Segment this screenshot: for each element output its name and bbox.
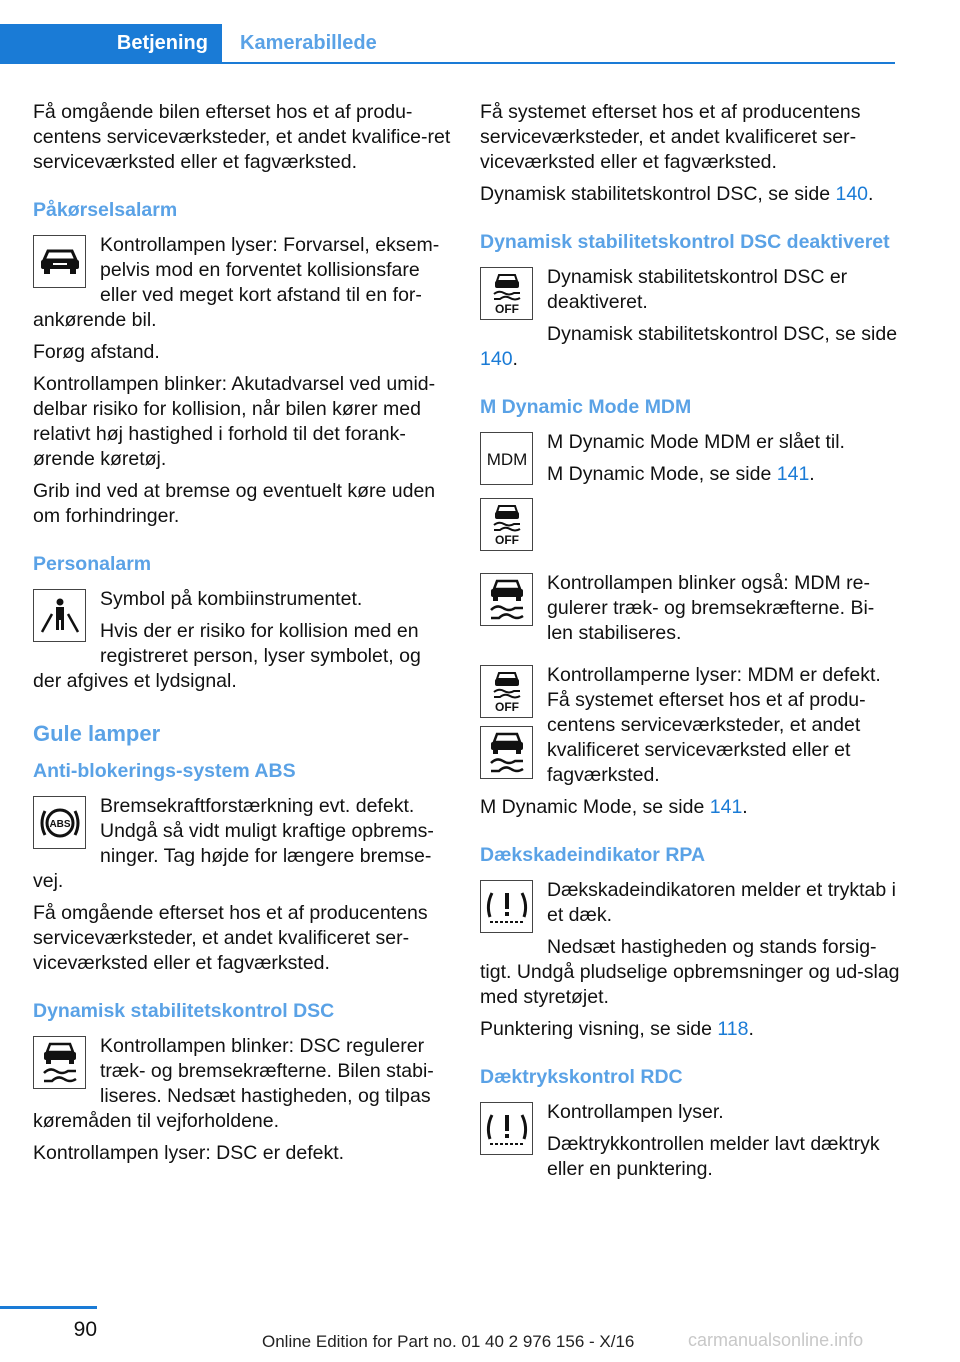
dsc-icon	[33, 1036, 86, 1089]
page-link-140[interactable]: 140	[480, 348, 513, 370]
tire-warning-icon	[480, 1102, 533, 1155]
paragraph: Grib ind ved at bremse og eventuelt køre uden om forhindringer.	[33, 480, 436, 527]
left-column	[33, 100, 453, 1173]
off-label: OFF	[494, 301, 519, 316]
car-front-icon	[33, 235, 86, 288]
off-label: OFF	[494, 532, 519, 547]
mdm-label: MDM	[486, 449, 527, 469]
paragraph: Kontrollampen lyser: Forvarsel, eksem-pelvis mod en forventet kollisionsfare eller ved meget kort afstand til en for-ankørende bil.	[33, 234, 440, 331]
paragraph: Kontrollamperne lyser: MDM er defekt. Få systemet efterset hos et af produ-centens serviceværksteder, et andet kvalificeret serviceværksted eller et fagværksted.	[547, 664, 881, 786]
paragraph	[480, 1017, 900, 1042]
ref-end: .	[868, 183, 874, 205]
section-title-dsc-off: Dynamisk stabilitetskontrol DSC deaktiveret	[480, 231, 890, 253]
paragraph: Nedsæt hastigheden og stands forsig-tigt. Undgå pludselige opbremsninger og ud-slag med styretøjet.	[480, 936, 900, 1008]
ref-end: .	[512, 348, 518, 370]
section-title-person-warning: Personalarm	[33, 553, 152, 575]
watermark: carmanualsonline.info	[688, 1330, 864, 1350]
paragraph: Kontrollampen blinker: Akutadvarsel ved umid-delbar risiko for kollision, når bilen kører med relativt høj hastighed i forhold til det forank-ørende køretøj.	[33, 373, 436, 470]
paragraph	[480, 462, 900, 487]
ref-text: M Dynamic Mode, se side	[547, 463, 777, 485]
section-title-dsc: Dynamisk stabilitetskontrol DSC	[33, 1000, 335, 1022]
right-column	[480, 100, 900, 1189]
paragraph	[480, 322, 900, 372]
paragraph: Kontrollampen lyser: DSC er defekt.	[33, 1142, 345, 1164]
tab-betjening[interactable]: Betjening	[0, 24, 222, 62]
page-link-141[interactable]: 141	[709, 796, 743, 818]
mdm-icon	[480, 432, 533, 485]
ref-end: .	[748, 1018, 754, 1040]
ref-text: Dynamisk stabilitetskontrol DSC, se side	[547, 323, 898, 345]
section-title-collision-warning: Påkørselsalarm	[33, 199, 178, 221]
off-label: OFF	[494, 699, 519, 714]
paragraph: Kontrollampen lyser.	[547, 1101, 724, 1123]
paragraph: Symbol på kombiinstrumentet.	[100, 588, 363, 610]
paragraph: Dynamisk stabilitetskontrol DSC er deaktiveret.	[547, 266, 848, 313]
pedestrian-icon	[33, 589, 86, 642]
ref-text: Punktering visning, se side	[480, 1018, 718, 1040]
paragraph: Bremsekraftforstærkning evt. defekt. Undgå så vidt muligt kraftige opbrems-ninger. Tag højde for længere bremse-vej.	[33, 795, 434, 892]
ref-text: M Dynamic Mode, se side	[480, 796, 710, 818]
paragraph: Få omgående efterset hos et af producentens serviceværksteder, et andet kvalificeret ser-viceværksted eller et fagværksted.	[33, 902, 428, 974]
mdm-defect-icons	[480, 663, 533, 779]
paragraph	[480, 182, 900, 207]
dsc-icon	[480, 573, 533, 626]
dsc-off-icon	[480, 498, 533, 551]
dsc-off-icon	[480, 665, 533, 718]
ref-end: .	[742, 796, 748, 818]
paragraph: Få systemet efterset hos et af producentens serviceværksteder, et andet kvalificeret ser-viceværksted eller et fagværksted.	[480, 101, 861, 173]
paragraph: Få omgående bilen efterset hos et af produ-centens serviceværksteder, et andet kvalifice-ret serviceværksted eller et fagværksted.	[33, 101, 451, 173]
page-number: 90	[73, 1318, 97, 1341]
edition-text: Online Edition for Part no. 01 40 2 976 156 - X/16	[262, 1332, 635, 1351]
page-link-141[interactable]: 141	[776, 463, 810, 485]
paragraph: M Dynamic Mode MDM er slået til.	[547, 431, 845, 453]
paragraph: Dæktrykkontrollen melder lavt dæktryk eller en punktering.	[547, 1133, 880, 1180]
dsc-off-icon	[480, 267, 533, 320]
page-link-118[interactable]: 118	[717, 1018, 749, 1040]
mdm-defect-block	[480, 663, 900, 788]
dsc-icon	[480, 726, 533, 779]
paragraph: Kontrollampen blinker også: MDM re-gulerer træk- og bremsekræfterne. Bi-len stabiliseres.	[547, 572, 875, 644]
paragraph: Forøg afstand.	[33, 341, 160, 363]
tire-warning-icon	[480, 880, 533, 933]
abs-icon	[33, 796, 86, 849]
paragraph	[480, 795, 900, 820]
tab-kamerabillede[interactable]: Kamerabillede	[240, 32, 377, 54]
paragraph: Hvis der er risiko for kollision med en registreret person, lyser symbolet, og der afgives et lydsignal.	[33, 620, 421, 692]
section-title-rpa: Dækskadeindikator RPA	[480, 844, 706, 866]
page-link-140[interactable]: 140	[835, 183, 869, 205]
ref-end: .	[809, 463, 815, 485]
section-title-rdc: Dæktrykskontrol RDC	[480, 1066, 683, 1088]
paragraph: Kontrollampen blinker: DSC regulerer træk- og bremsekræfterne. Bilen stabi-liseres. Nedsæt hastigheden, og tilpas køremåden til vejforholdene.	[33, 1035, 434, 1132]
paragraph: Dækskadeindikatoren melder et tryktab i et dæk.	[547, 879, 896, 926]
abs-icon-label: ABS	[48, 818, 71, 830]
section-title-mdm: M Dynamic Mode MDM	[480, 396, 692, 418]
section-title-abs: Anti-blokerings-system ABS	[33, 760, 296, 782]
header-tabs	[0, 24, 895, 64]
ref-text: Dynamisk stabilitetskontrol DSC, se side	[480, 183, 836, 205]
heading-yellow-lamps: Gule lamper	[33, 721, 161, 746]
footer-divider	[0, 1306, 97, 1309]
